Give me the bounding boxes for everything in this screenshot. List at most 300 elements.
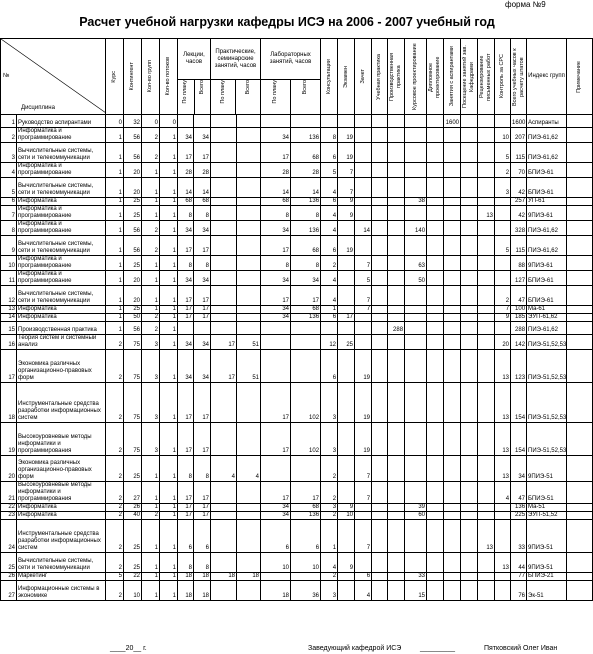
contingent: 50 — [124, 314, 142, 322]
lecture-total: 34 — [194, 271, 211, 286]
lab-plan: 8 — [261, 256, 291, 271]
edu-practice — [372, 512, 388, 520]
table-row — [1, 115, 593, 128]
lab-total: 6 — [291, 520, 321, 553]
review — [478, 335, 495, 350]
practice-plan — [211, 423, 237, 456]
lab-total: 102 — [291, 423, 321, 456]
course: 2 — [106, 383, 124, 423]
practice-plan — [211, 504, 237, 512]
course-design — [405, 350, 427, 383]
credit: 7 — [355, 306, 372, 314]
review — [478, 314, 495, 322]
header-dept-visit: Посещение занятий зав. Кафедрами — [461, 39, 478, 115]
lab-total — [291, 322, 321, 335]
group-index: 9ПИЭ-51 — [527, 456, 567, 482]
group-index: УП-61 — [527, 198, 567, 206]
credit — [355, 512, 372, 520]
corner-diagonal — [1, 39, 106, 113]
lecture-total: 8 — [194, 206, 211, 221]
table-row — [1, 512, 593, 520]
lecture-total: 17 — [194, 286, 211, 306]
aspirant-hours — [444, 314, 461, 322]
practice-plan — [211, 322, 237, 335]
total-hours: 70 — [511, 163, 527, 178]
course-design — [405, 456, 427, 482]
total-hours: 77 — [511, 573, 527, 581]
practice-plan — [211, 128, 237, 143]
groups: 2 — [142, 143, 160, 163]
edu-practice — [372, 163, 388, 178]
total-hours: 42 — [511, 206, 527, 221]
discipline-name: Вычислительные системы, сети и телекоммуникации — [17, 236, 106, 256]
contingent: 40 — [124, 512, 142, 520]
header-groups: Кол-во групп — [142, 39, 160, 115]
control — [495, 520, 511, 553]
row-number: 10 — [1, 256, 17, 271]
groups: 2 — [142, 221, 160, 236]
lecture-plan: 34 — [178, 335, 194, 350]
contingent: 32 — [124, 115, 142, 128]
lab-total: 14 — [291, 178, 321, 198]
practice-total — [237, 322, 261, 335]
course: 2 — [106, 335, 124, 350]
course-design: 50 — [405, 271, 427, 286]
lab-total — [291, 573, 321, 581]
edu-practice — [372, 573, 388, 581]
contingent: 20 — [124, 271, 142, 286]
lecture-total: 18 — [194, 573, 211, 581]
lecture-plan: 17 — [178, 482, 194, 504]
control: 7 — [495, 306, 511, 314]
course-design: 60 — [405, 512, 427, 520]
lab-plan: 14 — [261, 178, 291, 198]
row-number: 27 — [1, 581, 17, 601]
header-contingent: Контингент — [124, 39, 142, 115]
lab-total: 68 — [291, 143, 321, 163]
contingent: 10 — [124, 581, 142, 601]
course-design: 33 — [405, 573, 427, 581]
practice-plan: 17 — [211, 350, 237, 383]
control — [495, 271, 511, 286]
table-row — [1, 198, 593, 206]
consultations: 2 — [321, 482, 338, 504]
credit: 19 — [355, 423, 372, 456]
course: 1 — [106, 198, 124, 206]
groups: 3 — [142, 335, 160, 350]
review — [478, 236, 495, 256]
note — [567, 271, 593, 286]
workload-table — [0, 38, 593, 601]
lab-total: 28 — [291, 163, 321, 178]
practice-plan — [211, 143, 237, 163]
lab-plan: 34 — [261, 314, 291, 322]
course: 0 — [106, 115, 124, 128]
aspirant-hours — [444, 286, 461, 306]
diploma — [427, 221, 444, 236]
edu-practice — [372, 335, 388, 350]
dept-visit — [461, 520, 478, 553]
row-number: 14 — [1, 314, 17, 322]
table-row — [1, 314, 593, 322]
edu-practice — [372, 198, 388, 206]
prod-practice — [388, 286, 405, 306]
prod-practice — [388, 482, 405, 504]
contingent: 75 — [124, 350, 142, 383]
practice-plan — [211, 306, 237, 314]
exam — [338, 581, 355, 601]
control: 10 — [495, 128, 511, 143]
edu-practice — [372, 314, 388, 322]
dept-visit — [461, 482, 478, 504]
groups: 1 — [142, 482, 160, 504]
discipline-name: Информатика и программирование — [17, 256, 106, 271]
row-number: 24 — [1, 520, 17, 553]
group-index: ПИЭ-51,52,53 — [527, 383, 567, 423]
consultations: 2 — [321, 456, 338, 482]
course-design — [405, 163, 427, 178]
practice-total — [237, 115, 261, 128]
edu-practice — [372, 306, 388, 314]
course: 1 — [106, 306, 124, 314]
dept-visit — [461, 573, 478, 581]
lab-total: 68 — [291, 236, 321, 256]
total-hours: 115 — [511, 143, 527, 163]
course: 1 — [106, 221, 124, 236]
course-design — [405, 143, 427, 163]
course-design — [405, 335, 427, 350]
control: 2 — [495, 286, 511, 306]
lecture-total: 17 — [194, 423, 211, 456]
aspirant-hours — [444, 504, 461, 512]
lab-plan — [261, 456, 291, 482]
edu-practice — [372, 128, 388, 143]
lecture-total: 17 — [194, 512, 211, 520]
contingent: 56 — [124, 236, 142, 256]
aspirant-hours — [444, 350, 461, 383]
lecture-total: 17 — [194, 383, 211, 423]
streams: 0 — [160, 115, 178, 128]
course-design: 39 — [405, 504, 427, 512]
table-row — [1, 322, 593, 335]
table-row — [1, 335, 593, 350]
lecture-plan: 6 — [178, 520, 194, 553]
practice-plan — [211, 178, 237, 198]
control — [495, 573, 511, 581]
exam: 19 — [338, 236, 355, 256]
practice-total: 51 — [237, 335, 261, 350]
prod-practice — [388, 553, 405, 573]
aspirant-hours — [444, 482, 461, 504]
lab-total — [291, 350, 321, 383]
aspirant-hours — [444, 256, 461, 271]
lecture-total — [194, 115, 211, 128]
dept-visit — [461, 456, 478, 482]
practice-plan: 17 — [211, 335, 237, 350]
dept-visit — [461, 286, 478, 306]
row-number: 5 — [1, 178, 17, 198]
lab-plan: 8 — [261, 206, 291, 221]
exam — [338, 221, 355, 236]
discipline-name: Вычислительные системы, сети и телекоммуникации — [17, 178, 106, 198]
practice-plan — [211, 286, 237, 306]
course-design — [405, 383, 427, 423]
practice-total — [237, 504, 261, 512]
lecture-plan: 18 — [178, 581, 194, 601]
review — [478, 286, 495, 306]
dept-visit — [461, 553, 478, 573]
header-diploma: Дипломное проектирование — [427, 39, 444, 115]
header-total-hours: Всего учебных часов к расчету штатов — [511, 39, 527, 115]
lab-plan: 17 — [261, 236, 291, 256]
lecture-plan: 17 — [178, 512, 194, 520]
diploma — [427, 236, 444, 256]
lab-plan: 34 — [261, 306, 291, 314]
lab-total — [291, 115, 321, 128]
table-row — [1, 163, 593, 178]
group-index: БПИЭ-61 — [527, 163, 567, 178]
lecture-total: 68 — [194, 198, 211, 206]
contingent: 75 — [124, 335, 142, 350]
total-hours: 185 — [511, 314, 527, 322]
credit — [355, 504, 372, 512]
practice-plan: 18 — [211, 573, 237, 581]
lecture-plan: 28 — [178, 163, 194, 178]
review — [478, 221, 495, 236]
total-hours: 47 — [511, 482, 527, 504]
table-row — [1, 256, 593, 271]
edu-practice — [372, 143, 388, 163]
streams: 1 — [160, 423, 178, 456]
lab-plan: 34 — [261, 271, 291, 286]
streams: 1 — [160, 178, 178, 198]
edu-practice — [372, 286, 388, 306]
control — [495, 512, 511, 520]
dept-visit — [461, 504, 478, 512]
exam — [338, 271, 355, 286]
course: 1 — [106, 206, 124, 221]
course-design: 140 — [405, 221, 427, 236]
exam — [338, 520, 355, 553]
lab-plan: 17 — [261, 423, 291, 456]
practice-total — [237, 198, 261, 206]
consultations: 4 — [321, 286, 338, 306]
lab-plan: 17 — [261, 383, 291, 423]
group-index: ПИЭ-51,52,53 — [527, 350, 567, 383]
group-index: БПИЭ-61 — [527, 271, 567, 286]
exam: 9 — [338, 206, 355, 221]
diploma — [427, 383, 444, 423]
dept-visit — [461, 306, 478, 314]
groups: 1 — [142, 306, 160, 314]
streams: 1 — [160, 335, 178, 350]
exam: 25 — [338, 335, 355, 350]
total-hours: 142 — [511, 335, 527, 350]
credit — [355, 553, 372, 573]
groups: 1 — [142, 256, 160, 271]
groups: 1 — [142, 553, 160, 573]
exam — [338, 115, 355, 128]
lecture-total: 8 — [194, 553, 211, 573]
course-design — [405, 482, 427, 504]
lecture-plan: 17 — [178, 504, 194, 512]
note — [567, 128, 593, 143]
table-row — [1, 573, 593, 581]
review — [478, 504, 495, 512]
streams: 1 — [160, 314, 178, 322]
lecture-total: 14 — [194, 178, 211, 198]
streams: 1 — [160, 520, 178, 553]
note — [567, 504, 593, 512]
course-design — [405, 206, 427, 221]
header-exam: Экзамен — [338, 39, 355, 115]
row-number: 18 — [1, 383, 17, 423]
table-row — [1, 221, 593, 236]
footer-date: ____20__ г. — [110, 645, 147, 652]
exam — [338, 322, 355, 335]
header-group-index: Индекс групп — [527, 39, 567, 115]
control: 9 — [495, 314, 511, 322]
streams: 1 — [160, 198, 178, 206]
consultations: 6 — [321, 143, 338, 163]
group-index: ПИЭ-61,62 — [527, 322, 567, 335]
total-hours: 127 — [511, 271, 527, 286]
practice-plan — [211, 581, 237, 601]
table-row — [1, 383, 593, 423]
practice-total — [237, 163, 261, 178]
aspirant-hours — [444, 271, 461, 286]
aspirant-hours — [444, 206, 461, 221]
total-hours: 207 — [511, 128, 527, 143]
group-index: 9ПИЭ-51 — [527, 553, 567, 573]
consultations: 4 — [321, 553, 338, 573]
edu-practice — [372, 581, 388, 601]
credit: 7 — [355, 256, 372, 271]
lecture-plan — [178, 115, 194, 128]
header-control: Контроль за СРС — [495, 39, 511, 115]
exam — [338, 423, 355, 456]
course: 1 — [106, 143, 124, 163]
course: 1 — [106, 128, 124, 143]
dept-visit — [461, 383, 478, 423]
credit: 19 — [355, 383, 372, 423]
prod-practice — [388, 198, 405, 206]
group-index: Ма-61 — [527, 306, 567, 314]
groups: 2 — [142, 314, 160, 322]
course-design — [405, 314, 427, 322]
exam: 9 — [338, 198, 355, 206]
lecture-plan: 34 — [178, 128, 194, 143]
practice-plan — [211, 163, 237, 178]
dept-visit — [461, 335, 478, 350]
dept-visit — [461, 271, 478, 286]
review — [478, 423, 495, 456]
dept-visit — [461, 221, 478, 236]
discipline-name: Информатика и программирование — [17, 271, 106, 286]
aspirant-hours — [444, 581, 461, 601]
header-credit: Зачет — [355, 39, 372, 115]
practice-total: 4 — [237, 456, 261, 482]
contingent: 20 — [124, 178, 142, 198]
table-row — [1, 128, 593, 143]
page-title: Расчет учебной нагрузки кафедры ИСЭ на 2006 - 2007 учебный год — [79, 15, 495, 29]
lecture-total: 17 — [194, 306, 211, 314]
lecture-plan: 17 — [178, 423, 194, 456]
lecture-plan: 8 — [178, 206, 194, 221]
row-number: 6 — [1, 198, 17, 206]
practice-total — [237, 306, 261, 314]
header-discipline: Дисциплина — [21, 105, 55, 111]
note — [567, 581, 593, 601]
streams: 1 — [160, 256, 178, 271]
streams: 1 — [160, 221, 178, 236]
exam: 7 — [338, 163, 355, 178]
diploma — [427, 178, 444, 198]
header-consult: Консультации — [321, 39, 338, 115]
dept-visit — [461, 115, 478, 128]
practice-total — [237, 314, 261, 322]
course: 2 — [106, 581, 124, 601]
lecture-total: 17 — [194, 504, 211, 512]
table-row — [1, 456, 593, 482]
control — [495, 206, 511, 221]
diploma — [427, 350, 444, 383]
edu-practice — [372, 236, 388, 256]
dept-visit — [461, 322, 478, 335]
edu-practice — [372, 423, 388, 456]
aspirant-hours — [444, 178, 461, 198]
diploma — [427, 482, 444, 504]
lecture-plan — [178, 322, 194, 335]
review — [478, 143, 495, 163]
diploma — [427, 581, 444, 601]
discipline-name: Информатика и программирование — [17, 221, 106, 236]
practice-total: 18 — [237, 573, 261, 581]
consultations: 6 — [321, 314, 338, 322]
consultations: 2 — [321, 573, 338, 581]
lecture-plan: 17 — [178, 306, 194, 314]
group-index: БПИЭ-21 — [527, 573, 567, 581]
prod-practice — [388, 350, 405, 383]
practice-total — [237, 383, 261, 423]
control: 5 — [495, 143, 511, 163]
practice-plan — [211, 482, 237, 504]
note — [567, 512, 593, 520]
consultations: 4 — [321, 206, 338, 221]
diploma — [427, 335, 444, 350]
exam — [338, 482, 355, 504]
footer-head-label: Заведующий кафедрой ИСЭ — [308, 645, 402, 652]
streams: 1 — [160, 128, 178, 143]
dept-visit — [461, 314, 478, 322]
prod-practice — [388, 520, 405, 553]
groups: 2 — [142, 322, 160, 335]
practice-total — [237, 221, 261, 236]
total-hours: 88 — [511, 256, 527, 271]
control — [495, 322, 511, 335]
control: 2 — [495, 163, 511, 178]
lecture-total — [194, 322, 211, 335]
total-hours: 42 — [511, 178, 527, 198]
control: 13 — [495, 350, 511, 383]
header-prod-practice: Производственная практика — [388, 39, 405, 115]
lecture-plan: 17 — [178, 383, 194, 423]
contingent: 25 — [124, 256, 142, 271]
exam: 10 — [338, 512, 355, 520]
streams: 1 — [160, 504, 178, 512]
discipline-name: Информатика — [17, 512, 106, 520]
table-row — [1, 236, 593, 256]
